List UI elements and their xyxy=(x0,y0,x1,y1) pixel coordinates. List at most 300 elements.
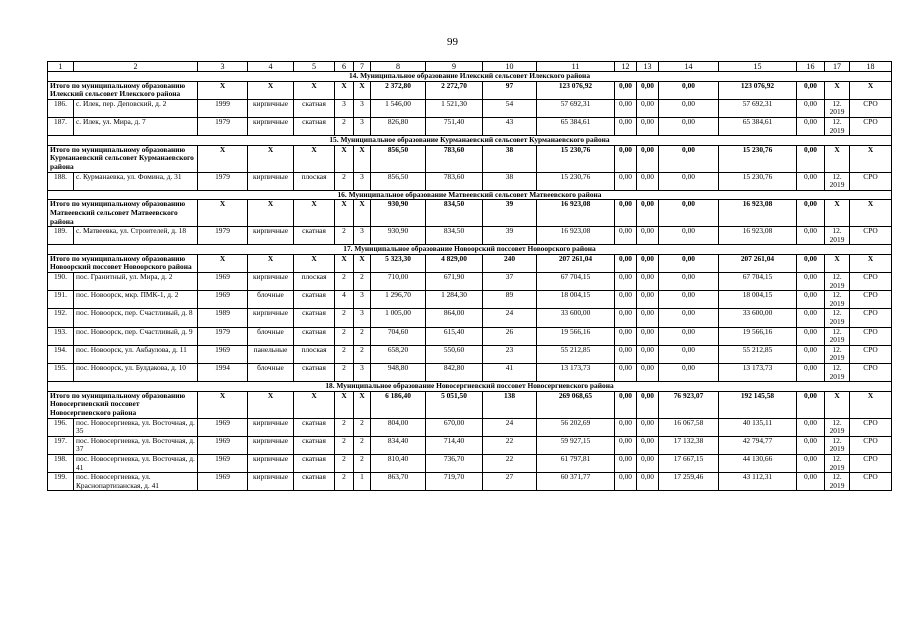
table-cell: 197. xyxy=(48,436,74,454)
table-cell: 710,00 xyxy=(371,273,426,291)
total-cell: 0,00 xyxy=(615,254,637,272)
total-label: Итого по муниципальному образованию Матвеевский сельсовет Матвеевского района xyxy=(48,200,198,227)
table-cell: 751,40 xyxy=(426,117,483,135)
table-cell: 0,00 xyxy=(797,227,825,245)
total-cell: 240 xyxy=(483,254,537,272)
table-cell: 0,00 xyxy=(637,327,659,345)
total-cell: 0,00 xyxy=(797,200,825,227)
table-row xyxy=(48,454,892,472)
total-cell: 0,00 xyxy=(659,81,719,99)
table-cell: 15 230,76 xyxy=(537,172,615,190)
total-cell: 269 068,65 xyxy=(537,391,615,418)
section-total-row xyxy=(48,200,892,227)
table-cell: кирпичные xyxy=(248,99,294,117)
table-cell: 0,00 xyxy=(797,172,825,190)
total-cell: 192 145,58 xyxy=(719,391,797,418)
table-cell: 615,40 xyxy=(426,327,483,345)
table-cell: 0,00 xyxy=(615,327,637,345)
table-cell: 43 xyxy=(483,117,537,135)
table-cell: СРО xyxy=(850,99,892,117)
section-heading-row xyxy=(48,245,892,255)
total-cell: 856,50 xyxy=(371,145,426,172)
total-cell: 97 xyxy=(483,81,537,99)
table-cell: 0,00 xyxy=(637,227,659,245)
table-cell: 2 xyxy=(335,172,354,190)
table-row xyxy=(48,227,892,245)
table-row xyxy=(48,418,892,436)
address-cell: с. Илек, пер. Деповский, д. 2 xyxy=(74,99,198,117)
table-cell: 12. 2019 xyxy=(825,309,850,327)
column-number: 15 xyxy=(719,62,797,72)
table-cell: 0,00 xyxy=(637,473,659,491)
table-cell: 0,00 xyxy=(659,291,719,309)
table-cell: 0,00 xyxy=(797,436,825,454)
table-cell: 0,00 xyxy=(659,227,719,245)
table-cell: 0,00 xyxy=(797,364,825,382)
table-cell: 65 384,61 xyxy=(537,117,615,135)
total-cell: Х xyxy=(354,391,371,418)
total-cell: 16 923,08 xyxy=(719,200,797,227)
total-cell: 0,00 xyxy=(797,254,825,272)
total-cell: 0,00 xyxy=(615,145,637,172)
total-cell: 0,00 xyxy=(615,81,637,99)
table-cell: 0,00 xyxy=(797,291,825,309)
table-cell: СРО xyxy=(850,309,892,327)
table-cell: 0,00 xyxy=(615,454,637,472)
total-cell: 38 xyxy=(483,145,537,172)
total-cell: Х xyxy=(198,391,248,418)
table-cell: 57 692,31 xyxy=(719,99,797,117)
table-cell: 89 xyxy=(483,291,537,309)
table-cell: 54 xyxy=(483,99,537,117)
table-cell: 0,00 xyxy=(637,436,659,454)
table-cell: 22 xyxy=(483,436,537,454)
table-cell: 13 173,73 xyxy=(537,364,615,382)
table-cell: скатная xyxy=(294,364,335,382)
address-cell: пос. Новоорск, ул. Булдакова, д. 10 xyxy=(74,364,198,382)
total-cell: Х xyxy=(335,81,354,99)
table-cell: 3 xyxy=(354,291,371,309)
total-cell: Х xyxy=(335,391,354,418)
total-cell: 2 372,80 xyxy=(371,81,426,99)
table-row xyxy=(48,273,892,291)
table-cell: 61 797,81 xyxy=(537,454,615,472)
table-cell: скатная xyxy=(294,436,335,454)
table-cell: 810,40 xyxy=(371,454,426,472)
total-cell: Х xyxy=(335,254,354,272)
total-cell: Х xyxy=(354,200,371,227)
table-cell: 2 xyxy=(335,227,354,245)
section-title: 16. Муниципальное образование Матвеевский сельсовет Матвеевского района xyxy=(48,190,892,200)
table-cell: 3 xyxy=(354,172,371,190)
housing-register-table xyxy=(47,61,892,491)
table-cell: 37 xyxy=(483,273,537,291)
total-cell: 0,00 xyxy=(615,391,637,418)
table-cell: СРО xyxy=(850,227,892,245)
address-cell: пос. Новосергиевка, ул. Восточная, д. 37 xyxy=(74,436,198,454)
table-cell: 56 202,69 xyxy=(537,418,615,436)
page-number: 99 xyxy=(447,36,458,48)
section-heading-row xyxy=(48,136,892,146)
table-cell: 1 546,00 xyxy=(371,99,426,117)
table-cell: 0,00 xyxy=(659,273,719,291)
table-cell: СРО xyxy=(850,418,892,436)
table-cell: 2 xyxy=(354,273,371,291)
column-number: 1 xyxy=(48,62,74,72)
table-cell: 41 xyxy=(483,364,537,382)
total-cell: 5 051,50 xyxy=(426,391,483,418)
table-cell: СРО xyxy=(850,327,892,345)
table-cell: 0,00 xyxy=(615,227,637,245)
table-cell: СРО xyxy=(850,436,892,454)
table-cell: 1969 xyxy=(198,273,248,291)
section-total-row xyxy=(48,81,892,99)
table-cell: 67 704,15 xyxy=(537,273,615,291)
table-cell: СРО xyxy=(850,117,892,135)
total-cell: Х xyxy=(294,81,335,99)
column-number: 18 xyxy=(850,62,892,72)
address-cell: с. Илек, ул. Мира, д. 7 xyxy=(74,117,198,135)
table-cell: скатная xyxy=(294,291,335,309)
table-cell: 189. xyxy=(48,227,74,245)
table-cell: 0,00 xyxy=(637,364,659,382)
table-cell: 16 923,08 xyxy=(537,227,615,245)
section-title: 14. Муниципальное образование Илекский сельсовет Илекского района xyxy=(48,72,892,82)
table-cell: кирпичные xyxy=(248,172,294,190)
table-cell: 187. xyxy=(48,117,74,135)
column-number: 11 xyxy=(537,62,615,72)
total-cell: Х xyxy=(248,145,294,172)
column-number: 8 xyxy=(371,62,426,72)
table-cell: кирпичные xyxy=(248,227,294,245)
table-cell: 550,60 xyxy=(426,345,483,363)
table-row xyxy=(48,473,892,491)
total-cell: 0,00 xyxy=(797,145,825,172)
address-cell: пос. Гранитный, ул. Мира, д. 2 xyxy=(74,273,198,291)
column-number: 17 xyxy=(825,62,850,72)
total-label: Итого по муниципальному образованию Курманаевский сельсовет Курманаевского района xyxy=(48,145,198,172)
table-cell: 0,00 xyxy=(797,454,825,472)
table-cell: 17 259,46 xyxy=(659,473,719,491)
total-cell: Х xyxy=(248,391,294,418)
table-cell: 42 794,77 xyxy=(719,436,797,454)
total-cell: 0,00 xyxy=(659,200,719,227)
table-cell: 2 xyxy=(335,418,354,436)
table-cell: 1979 xyxy=(198,117,248,135)
table-cell: 948,80 xyxy=(371,364,426,382)
table-cell: 1 284,30 xyxy=(426,291,483,309)
table-cell: 0,00 xyxy=(797,117,825,135)
table-cell: 12. 2019 xyxy=(825,327,850,345)
total-cell: 123 076,92 xyxy=(537,81,615,99)
table-cell: 2 xyxy=(354,454,371,472)
table-cell: СРО xyxy=(850,345,892,363)
table-cell: 1969 xyxy=(198,291,248,309)
total-cell: 0,00 xyxy=(797,81,825,99)
total-cell: Х xyxy=(850,254,892,272)
table-cell: 67 704,15 xyxy=(719,273,797,291)
table-cell: 26 xyxy=(483,327,537,345)
table-cell: 0,00 xyxy=(659,172,719,190)
table-cell: 1 521,30 xyxy=(426,99,483,117)
total-cell: 0,00 xyxy=(615,200,637,227)
total-cell: 0,00 xyxy=(637,254,659,272)
table-cell: 804,00 xyxy=(371,418,426,436)
table-cell: 19 566,16 xyxy=(537,327,615,345)
table-cell: 0,00 xyxy=(659,117,719,135)
table-cell: 196. xyxy=(48,418,74,436)
table-cell: 17 132,38 xyxy=(659,436,719,454)
total-label: Итого по муниципальному образованию Илекский сельсовет Илекского района xyxy=(48,81,198,99)
table-cell: СРО xyxy=(850,473,892,491)
table-cell: 2 xyxy=(335,454,354,472)
total-cell: 6 186,40 xyxy=(371,391,426,418)
total-cell: 16 923,08 xyxy=(537,200,615,227)
table-cell: 1994 xyxy=(198,364,248,382)
total-cell: 0,00 xyxy=(637,145,659,172)
total-cell: Х xyxy=(850,81,892,99)
table-cell: 2 xyxy=(335,345,354,363)
table-cell: кирпичные xyxy=(248,273,294,291)
table-cell: 0,00 xyxy=(637,291,659,309)
table-cell: 930,90 xyxy=(371,227,426,245)
table-cell: 57 692,31 xyxy=(537,99,615,117)
table-cell: 55 212,85 xyxy=(537,345,615,363)
section-heading-row xyxy=(48,382,892,392)
total-cell: Х xyxy=(248,81,294,99)
table-cell: 193. xyxy=(48,327,74,345)
column-number: 16 xyxy=(797,62,825,72)
total-cell: 123 076,92 xyxy=(719,81,797,99)
table-cell: 856,50 xyxy=(371,172,426,190)
total-cell: 138 xyxy=(483,391,537,418)
address-cell: пос. Новоорск, мкр. ПМК-1, д. 2 xyxy=(74,291,198,309)
total-cell: Х xyxy=(294,200,335,227)
table-cell: 12. 2019 xyxy=(825,117,850,135)
table-cell: 1999 xyxy=(198,99,248,117)
table-cell: 24 xyxy=(483,309,537,327)
total-cell: Х xyxy=(850,145,892,172)
total-cell: Х xyxy=(825,391,850,418)
total-cell: Х xyxy=(850,391,892,418)
table-cell: 12. 2019 xyxy=(825,273,850,291)
total-cell: 0,00 xyxy=(637,81,659,99)
table-cell: 2 xyxy=(335,473,354,491)
table-cell: 12. 2019 xyxy=(825,418,850,436)
table-cell: 33 600,00 xyxy=(719,309,797,327)
table-cell: 0,00 xyxy=(637,172,659,190)
table-cell: 0,00 xyxy=(615,172,637,190)
total-cell: 0,00 xyxy=(659,254,719,272)
table-row xyxy=(48,172,892,190)
table-cell: 13 173,73 xyxy=(719,364,797,382)
total-cell: 15 230,76 xyxy=(537,145,615,172)
table-cell: СРО xyxy=(850,364,892,382)
table-cell: 0,00 xyxy=(615,345,637,363)
table-cell: 2 xyxy=(335,117,354,135)
table-cell: 0,00 xyxy=(637,454,659,472)
total-cell: 783,60 xyxy=(426,145,483,172)
table-cell: кирпичные xyxy=(248,473,294,491)
table-cell: 0,00 xyxy=(797,99,825,117)
table-cell: 18 004,15 xyxy=(537,291,615,309)
total-label: Итого по муниципальному образованию Новосергиевский поссовет Новосергиевского района xyxy=(48,391,198,418)
table-cell: 0,00 xyxy=(797,309,825,327)
table-cell: кирпичные xyxy=(248,418,294,436)
total-cell: 15 230,76 xyxy=(719,145,797,172)
table-cell: 736,70 xyxy=(426,454,483,472)
table-cell: плоская xyxy=(294,345,335,363)
table-cell: скатная xyxy=(294,454,335,472)
table-cell: 1989 xyxy=(198,309,248,327)
table-cell: 863,70 xyxy=(371,473,426,491)
address-cell: пос. Новоорск, ул. Акбаулова, д. 11 xyxy=(74,345,198,363)
table-cell: плоская xyxy=(294,273,335,291)
table-cell: 1969 xyxy=(198,473,248,491)
table-cell: 1 xyxy=(354,473,371,491)
table-cell: 0,00 xyxy=(615,364,637,382)
table-cell: 0,00 xyxy=(615,473,637,491)
column-number: 14 xyxy=(659,62,719,72)
table-cell: 1969 xyxy=(198,454,248,472)
table-cell: 1 296,70 xyxy=(371,291,426,309)
total-cell: Х xyxy=(825,200,850,227)
section-heading-row xyxy=(48,190,892,200)
total-cell: 39 xyxy=(483,200,537,227)
table-cell: 33 600,00 xyxy=(537,309,615,327)
table-cell: 0,00 xyxy=(615,99,637,117)
table-cell: 23 xyxy=(483,345,537,363)
table-cell: СРО xyxy=(850,291,892,309)
table-cell: 0,00 xyxy=(615,309,637,327)
table-cell: 19 566,16 xyxy=(719,327,797,345)
table-cell: 1969 xyxy=(198,436,248,454)
table-cell: 0,00 xyxy=(615,117,637,135)
table-cell: 0,00 xyxy=(659,309,719,327)
table-cell: 40 135,11 xyxy=(719,418,797,436)
table-cell: 191. xyxy=(48,291,74,309)
total-cell: Х xyxy=(825,145,850,172)
table-cell: 0,00 xyxy=(637,273,659,291)
table-cell: 0,00 xyxy=(797,273,825,291)
table-cell: 864,00 xyxy=(426,309,483,327)
table-cell: 27 xyxy=(483,473,537,491)
table-row xyxy=(48,436,892,454)
table-cell: скатная xyxy=(294,309,335,327)
table-cell: 1979 xyxy=(198,327,248,345)
column-number: 2 xyxy=(74,62,198,72)
table-cell: 0,00 xyxy=(797,327,825,345)
table-cell: 2 xyxy=(335,436,354,454)
total-cell: Х xyxy=(354,254,371,272)
total-cell: 76 923,07 xyxy=(659,391,719,418)
table-cell: 1979 xyxy=(198,227,248,245)
table-cell: 2 xyxy=(354,436,371,454)
table-cell: 783,60 xyxy=(426,172,483,190)
total-cell: Х xyxy=(354,145,371,172)
table-cell: 719,70 xyxy=(426,473,483,491)
table-cell: 12. 2019 xyxy=(825,172,850,190)
total-cell: Х xyxy=(198,145,248,172)
section-total-row xyxy=(48,145,892,172)
table-row xyxy=(48,99,892,117)
table-cell: 3 xyxy=(354,364,371,382)
table-cell: 704,60 xyxy=(371,327,426,345)
table-cell: 0,00 xyxy=(797,345,825,363)
table-cell: СРО xyxy=(850,454,892,472)
total-cell: Х xyxy=(294,254,335,272)
table-cell: блочные xyxy=(248,291,294,309)
total-cell: 2 272,70 xyxy=(426,81,483,99)
table-cell: 39 xyxy=(483,227,537,245)
table-cell: 12. 2019 xyxy=(825,227,850,245)
section-title: 15. Муниципальное образование Курманаевский сельсовет Курманаевского района xyxy=(48,136,892,146)
table-cell: 0,00 xyxy=(659,327,719,345)
address-cell: пос. Новоорск, пер. Счастливый, д. 9 xyxy=(74,327,198,345)
table-body xyxy=(48,62,892,491)
table-cell: кирпичные xyxy=(248,436,294,454)
table-cell: 60 371,77 xyxy=(537,473,615,491)
table-cell: 842,80 xyxy=(426,364,483,382)
table-cell: 2 xyxy=(335,273,354,291)
table-cell: 0,00 xyxy=(637,418,659,436)
table-cell: 194. xyxy=(48,345,74,363)
table-cell: панельные xyxy=(248,345,294,363)
table-cell: СРО xyxy=(850,273,892,291)
table-cell: 1979 xyxy=(198,172,248,190)
total-cell: 0,00 xyxy=(637,200,659,227)
section-heading-row xyxy=(48,72,892,82)
total-cell: Х xyxy=(335,200,354,227)
table-cell: 12. 2019 xyxy=(825,473,850,491)
table-cell: 192. xyxy=(48,309,74,327)
column-number: 9 xyxy=(426,62,483,72)
table-cell: 12. 2019 xyxy=(825,99,850,117)
total-cell: Х xyxy=(825,81,850,99)
total-cell: Х xyxy=(294,145,335,172)
total-cell: Х xyxy=(294,391,335,418)
table-cell: 17 667,15 xyxy=(659,454,719,472)
table-cell: 16 923,08 xyxy=(719,227,797,245)
table-cell: 18 004,15 xyxy=(719,291,797,309)
column-number: 4 xyxy=(248,62,294,72)
table-cell: 3 xyxy=(354,227,371,245)
total-cell: 834,50 xyxy=(426,200,483,227)
table-cell: кирпичные xyxy=(248,117,294,135)
total-cell: 0,00 xyxy=(637,391,659,418)
address-cell: пос. Новосергиевка, ул. Восточная, д. 35 xyxy=(74,418,198,436)
table-row xyxy=(48,364,892,382)
table-cell: 826,80 xyxy=(371,117,426,135)
table-cell: 1 005,00 xyxy=(371,309,426,327)
table-cell: 199. xyxy=(48,473,74,491)
column-number: 10 xyxy=(483,62,537,72)
table-cell: 2 xyxy=(335,364,354,382)
table-cell: 0,00 xyxy=(797,418,825,436)
column-number-row xyxy=(48,62,892,72)
table-cell: скатная xyxy=(294,99,335,117)
column-number: 5 xyxy=(294,62,335,72)
table-row xyxy=(48,117,892,135)
table-cell: кирпичные xyxy=(248,454,294,472)
table-row xyxy=(48,291,892,309)
table-cell: 0,00 xyxy=(615,418,637,436)
table-cell: 3 xyxy=(354,99,371,117)
table-cell: 0,00 xyxy=(637,117,659,135)
table-cell: кирпичные xyxy=(248,309,294,327)
table-cell: 2 xyxy=(354,418,371,436)
table-cell: 198. xyxy=(48,454,74,472)
